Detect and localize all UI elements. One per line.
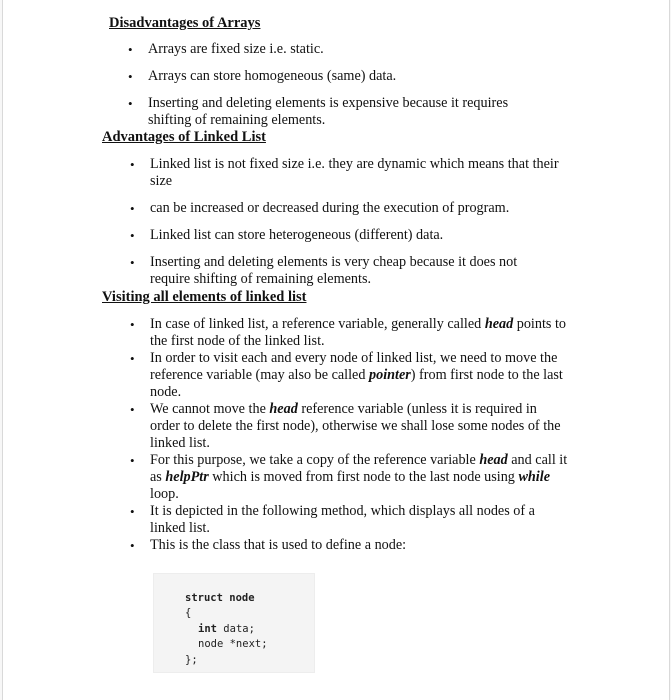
document-page <box>2 0 670 700</box>
emphasis: head <box>479 452 508 468</box>
list-item: • Linked list is not fixed size i.e. they are dynamic which means that their size <box>150 156 568 190</box>
emphasis: while <box>518 469 550 485</box>
text: and call it as <box>150 452 568 485</box>
list-item: • Linked list can store heterogeneous (different) data. <box>150 227 568 244</box>
list-disadvantages <box>148 41 543 139</box>
heading-visiting-all-elements: Visiting all elements of linked list <box>102 289 307 305</box>
code-keyword: struct <box>185 592 223 604</box>
list-item <box>150 350 570 401</box>
list-item: • This is the class that is used to define a node: <box>150 537 570 554</box>
list-item: • Inserting and deleting elements is very cheap because it does not require shifting of remaining elements. <box>150 254 550 288</box>
heading-disadvantages-of-arrays: Disadvantages of Arrays <box>109 15 261 31</box>
emphasis: helpPtr <box>165 469 209 485</box>
text: In case of linked list, a reference variable, generally called <box>150 316 485 332</box>
text: For this purpose, we take a copy of the reference variable <box>150 452 480 468</box>
emphasis: head <box>484 316 514 332</box>
emphasis: pointer <box>369 367 411 383</box>
text: reference variable (unless it is required in order to delete the first node), otherwise we shall lose some nodes of the linked list. <box>150 401 561 451</box>
text: In order to visit each and every node of linked list, we need to move the reference variable (may also be called <box>150 350 558 383</box>
list-item: • It is depicted in the following method, which displays all nodes of a linked list. <box>150 503 570 537</box>
list-item: • Arrays are fixed size i.e. static. <box>148 41 543 58</box>
code-line <box>185 591 255 607</box>
code-keyword: int <box>198 623 217 635</box>
text: We cannot move the <box>150 401 270 417</box>
list-item: • Arrays can store homogeneous (same) data. <box>148 68 543 85</box>
code-line: }; <box>185 654 198 666</box>
code-line: node *next; <box>198 638 268 650</box>
text: points to the first node of the linked list. <box>150 316 567 349</box>
list-item <box>150 401 570 452</box>
list-item <box>150 316 570 350</box>
heading-advantages-of-linked-list: Advantages of Linked List <box>102 129 266 145</box>
text: loop. <box>150 486 179 502</box>
text: ) from first node to the last node. <box>150 367 563 400</box>
text: which is moved from first node to the last node using <box>208 469 519 485</box>
code-line: { <box>185 607 192 619</box>
code-text: data; <box>223 623 255 635</box>
list-visiting <box>150 316 570 554</box>
code-identifier: node <box>229 592 255 604</box>
list-item: • Inserting and deleting elements is expensive because it requires shifting of remaining elements. <box>148 95 543 129</box>
list-advantages <box>150 156 568 298</box>
list-item: • can be increased or decreased during the execution of program. <box>150 200 568 217</box>
code-block <box>153 573 315 673</box>
code-line <box>198 622 255 638</box>
emphasis: head <box>269 401 298 417</box>
list-item <box>150 452 570 503</box>
